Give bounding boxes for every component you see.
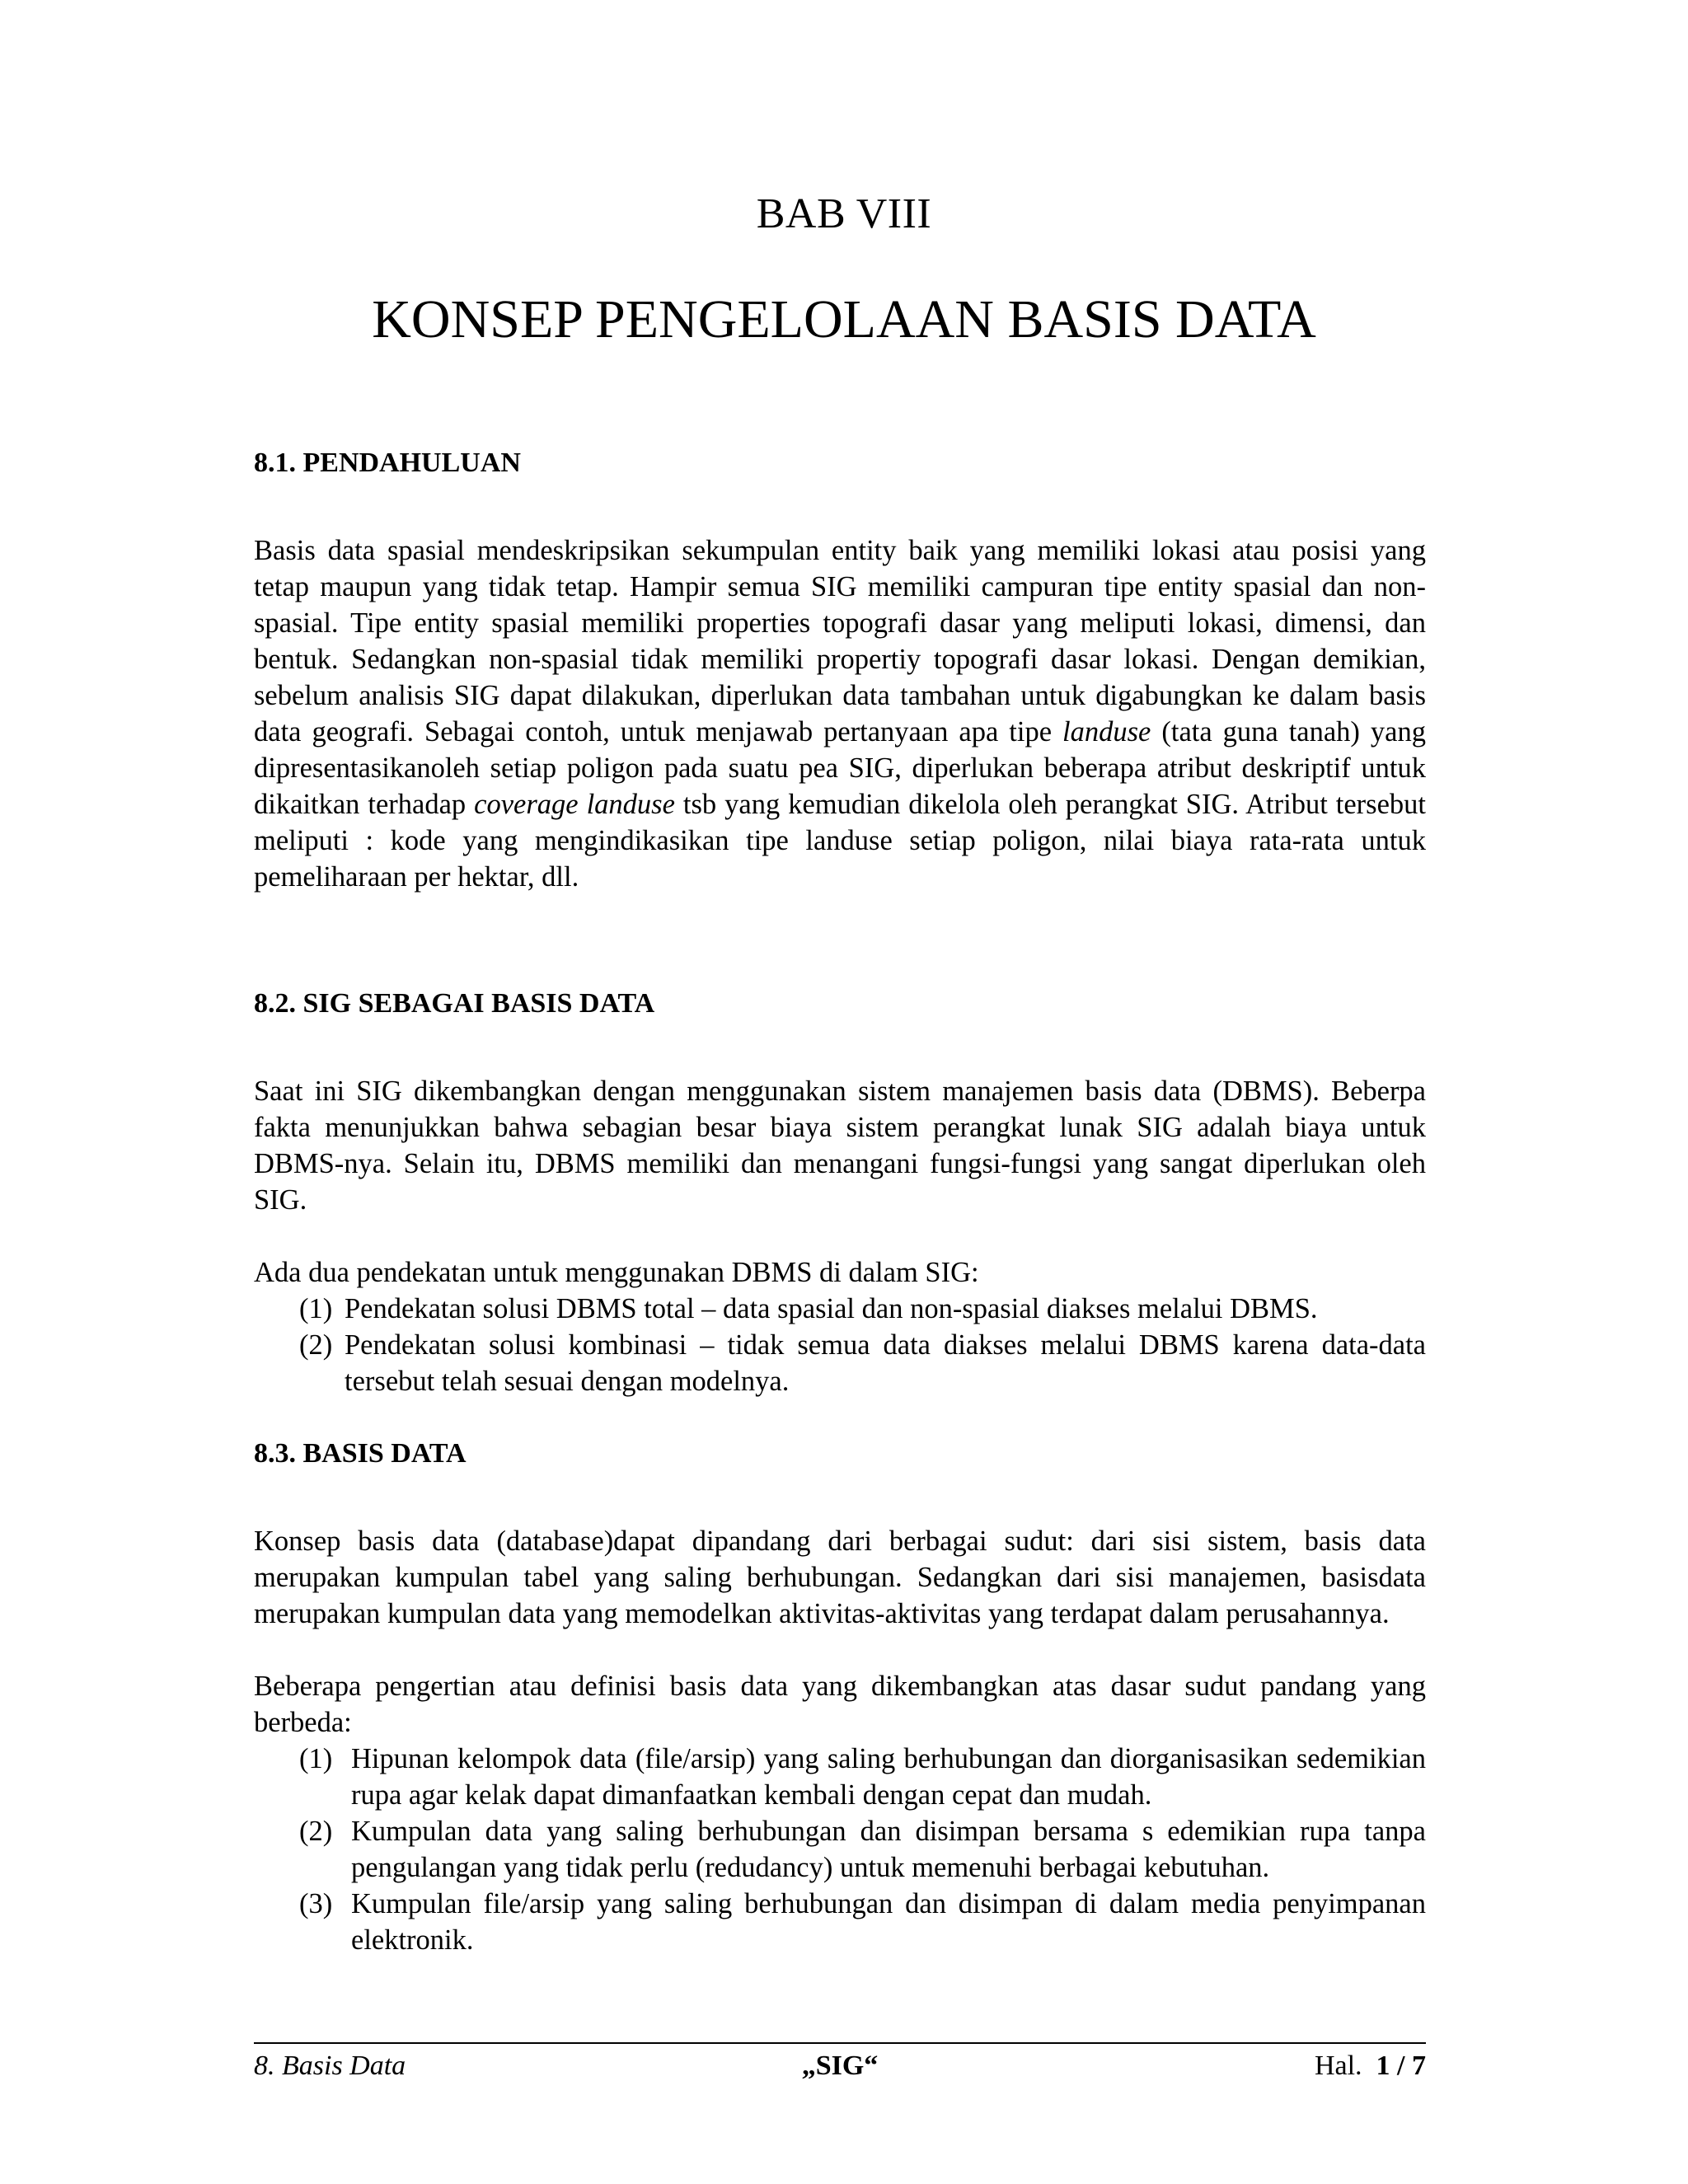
list-number: (1)	[299, 1743, 333, 1774]
paragraph-definisi-intro: Beberapa pengertian atau definisi basis data yang dikembangkan atas dasar sudut pandang yang berbeda:	[254, 1671, 1426, 1738]
document-body	[254, 445, 1426, 1958]
list-item	[254, 1741, 1426, 1813]
paragraph-pendekatan-intro: Ada dua pendekatan untuk menggunakan DBMS di dalam SIG:	[254, 1257, 979, 1288]
list-text: Hipunan kelompok data (file/arsip) yang saling berhubungan dan diorganisasikan sedemikian rupa agar kelak dapat dimanfaatkan kembali dengan cepat dan mudah.	[351, 1743, 1426, 1811]
list-item	[254, 1813, 1426, 1886]
section-heading-pendahuluan: 8.1. PENDAHULUAN	[254, 448, 521, 478]
list-item	[254, 1327, 1426, 1399]
list-text: Kumpulan file/arsip yang saling berhubungan dan disimpan di dalam media penyimpanan elektronik.	[351, 1888, 1426, 1956]
pendekatan-list	[254, 1291, 1426, 1399]
page-title: KONSEP PENGELOLAAN BASIS DATA	[372, 289, 1316, 349]
paragraph-text: tsb yang kemudian dikelola oleh perangkat SIG. Atribut tersebut meliputi : kode yang mengindikasikan tipe landuse setiap poligon, nilai biaya rata-rata untuk pemeliharaan per hektar, dll.	[254, 789, 1426, 893]
definisi-list	[254, 1741, 1426, 1958]
list-item	[254, 1886, 1426, 1958]
section-heading-sig-basis-data: 8.2. SIG SEBAGAI BASIS DATA	[254, 988, 655, 1019]
paragraph-pendahuluan	[254, 532, 1426, 895]
list-number: (1)	[299, 1293, 333, 1324]
paragraph-text: (tata guna tanah) yang dipresentasikanoleh setiap poligon pada suatu pea SIG, diperlukan beberapa atribut deskriptif untuk dikaitkan terhadap	[254, 716, 1426, 820]
footer-divider	[254, 2042, 1426, 2044]
paragraph-konsep-basis-data: Konsep basis data (database)dapat dipandang dari berbagai sudut: dari sisi sistem, basis data merupakan kumpulan tabel yang saling berhubungan. Sedangkan dari sisi manajemen, basisdata merupakan kumpulan data yang memodelkan aktivitas-aktivitas yang terdapat dalam perusahannya.	[254, 1526, 1426, 1629]
list-number: (3)	[299, 1888, 333, 1919]
footer-chapter: 8. Basis Data	[254, 2050, 406, 2081]
list-item	[254, 1291, 1426, 1327]
section-heading-basis-data: 8.3. BASIS DATA	[254, 1438, 467, 1469]
page-footer	[254, 2050, 1426, 2092]
page-label: Hal.	[1314, 2050, 1362, 2081]
chapter-title: BAB VIII	[756, 190, 932, 237]
list-text: Pendekatan solusi DBMS total – data spasial dan non-spasial diakses melalui DBMS.	[345, 1293, 1318, 1324]
footer-page-number	[1315, 2050, 1426, 2082]
paragraph-text: Basis data spasial mendeskripsikan sekumpulan entity baik yang memiliki lokasi atau posisi yang tetap maupun yang tidak tetap. Hampir semua SIG memiliki campuran tipe entity spasial dan non-spasial. Tipe entity spasial memiliki properties topografi dasar yang meliputi lokasi, dimensi, dan bentuk. Sedangkan non-spasial tidak memiliki propertiy topografi dasar lokasi. Dengan demikian, sebelum analisis SIG dapat dilakukan, diperlukan data tambahan untuk digabungkan ke dalam basis data geografi. Sebagai contoh, untuk menjawab pertanyaan apa tipe	[254, 535, 1426, 748]
footer-course: „SIG“	[801, 2050, 879, 2081]
paragraph-sig-dbms: Saat ini SIG dikembangkan dengan menggunakan sistem manajemen basis data (DBMS). Beberpa fakta menunjukkan bahwa sebagian besar biaya sistem perangkat lunak SIG adalah biaya untuk DBMS-nya. Selain itu, DBMS memiliki dan menangani fungsi-fungsi yang sangat diperlukan oleh SIG.	[254, 1076, 1426, 1216]
list-number: (2)	[299, 1816, 333, 1847]
page-count: 1 / 7	[1376, 2050, 1426, 2081]
italic-term: coverage landuse	[474, 789, 675, 820]
list-text: Kumpulan data yang saling berhubungan dan disimpan bersama s edemikian rupa tanpa pengulangan yang tidak perlu (redudancy) untuk memenuhi berbagai kebutuhan.	[351, 1816, 1426, 1883]
italic-term: landuse	[1062, 716, 1151, 748]
list-text: Pendekatan solusi kombinasi – tidak semua data diakses melalui DBMS karena data-data tersebut telah sesuai dengan modelnya.	[345, 1329, 1426, 1397]
list-number: (2)	[299, 1329, 333, 1361]
